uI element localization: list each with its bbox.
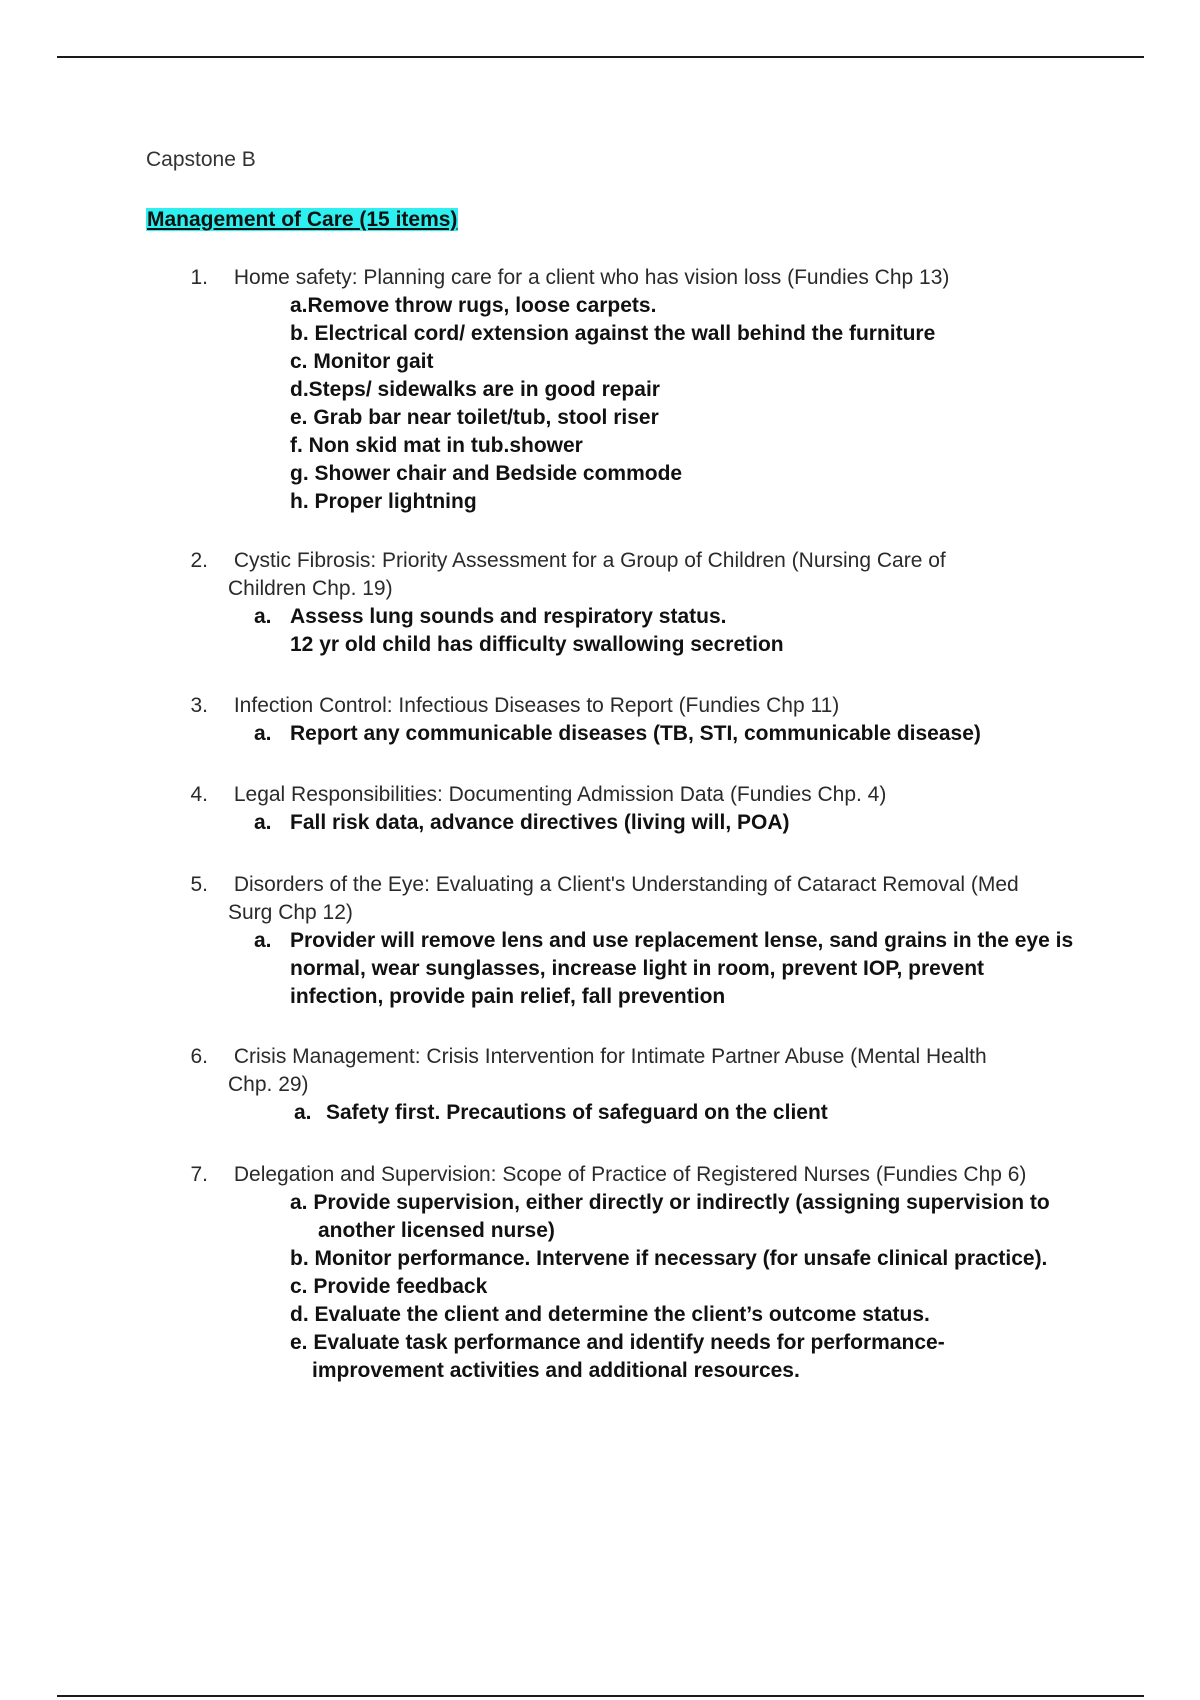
question-text-continued: Surg Chp 12) bbox=[228, 901, 353, 924]
answer-line: e. Grab bar near toilet/tub, stool riser bbox=[290, 406, 659, 429]
answer-line: Provider will remove lens and use replacement lense, sand grains in the eye is bbox=[290, 929, 1074, 952]
document-title: Capstone B bbox=[146, 148, 256, 171]
question-text: Delegation and Supervision: Scope of Practice of Registered Nurses (Fundies Chp 6) bbox=[233, 1163, 1027, 1186]
question-text: Home safety: Planning care for a client who has vision loss (Fundies Chp 13) bbox=[233, 266, 950, 289]
answer-line: normal, wear sunglasses, increase light in room, prevent IOP, prevent bbox=[290, 957, 985, 980]
top-rule bbox=[57, 56, 1144, 58]
list-item-number: 7. bbox=[190, 1163, 208, 1186]
question-text-continued: Chp. 29) bbox=[228, 1073, 309, 1096]
list-item-7-question bbox=[172, 1161, 1026, 1189]
bottom-rule bbox=[57, 1695, 1144, 1697]
answer-line: c. Monitor gait bbox=[290, 350, 434, 373]
list-item-number: 1. bbox=[190, 266, 208, 289]
answer-line: improvement activities and additional resources. bbox=[312, 1359, 800, 1382]
question-text: Crisis Management: Crisis Intervention for Intimate Partner Abuse (Mental Health bbox=[233, 1045, 987, 1068]
section-heading-wrap bbox=[146, 206, 458, 234]
question-text: Cystic Fibrosis: Priority Assessment for a Group of Children (Nursing Care of bbox=[233, 549, 946, 572]
answer-line: d. Evaluate the client and determine the client’s outcome status. bbox=[290, 1303, 930, 1326]
answer-line: infection, provide pain relief, fall prevention bbox=[290, 985, 726, 1008]
section-heading: Management of Care (15 items) bbox=[147, 208, 458, 231]
answer-line: Report any communicable diseases (TB, STI, communicable disease) bbox=[290, 722, 981, 745]
answer-line: 12 yr old child has difficulty swallowing secretion bbox=[290, 633, 784, 656]
question-text: Legal Responsibilities: Documenting Admission Data (Fundies Chp. 4) bbox=[233, 783, 887, 806]
answer-line: e. Evaluate task performance and identify needs for performance- bbox=[290, 1331, 945, 1354]
list-item-number: 4. bbox=[190, 783, 208, 806]
list-item-number: 2. bbox=[190, 549, 208, 572]
list-item-number: 5. bbox=[190, 873, 208, 896]
answer-letter: a. bbox=[254, 605, 272, 628]
answer-line: Safety first. Precautions of safeguard on the client bbox=[326, 1101, 828, 1124]
list-item-5-question bbox=[172, 871, 1019, 899]
list-item-number: 3. bbox=[190, 694, 208, 717]
answer-line: Assess lung sounds and respiratory status. bbox=[290, 605, 727, 628]
list-item-4-question bbox=[172, 781, 886, 809]
list-item-number: 6. bbox=[190, 1045, 208, 1068]
answer-line: a.Remove throw rugs, loose carpets. bbox=[290, 294, 657, 317]
answer-line: c. Provide feedback bbox=[290, 1275, 488, 1298]
answer-line: f. Non skid mat in tub.shower bbox=[290, 434, 583, 457]
list-item-3-question bbox=[172, 692, 839, 720]
answer-line: a. Provide supervision, either directly or indirectly (assigning supervision to bbox=[290, 1191, 1050, 1214]
list-item-1-question bbox=[172, 264, 949, 292]
answer-letter: a. bbox=[254, 929, 272, 952]
answer-line: another licensed nurse) bbox=[318, 1219, 555, 1242]
answer-line: b. Monitor performance. Intervene if necessary (for unsafe clinical practice). bbox=[290, 1247, 1048, 1270]
answer-line: g. Shower chair and Bedside commode bbox=[290, 462, 683, 485]
answer-letter: a. bbox=[254, 811, 272, 834]
list-item-6-question bbox=[172, 1043, 987, 1071]
question-text: Disorders of the Eye: Evaluating a Client's Understanding of Cataract Removal (Med bbox=[233, 873, 1019, 896]
question-text-continued: Children Chp. 19) bbox=[228, 577, 393, 600]
answer-line: Fall risk data, advance directives (living will, POA) bbox=[290, 811, 790, 834]
question-text: Infection Control: Infectious Diseases to Report (Fundies Chp 11) bbox=[233, 694, 840, 717]
list-item-2-question bbox=[172, 547, 946, 575]
answer-line: d.Steps/ sidewalks are in good repair bbox=[290, 378, 660, 401]
answer-letter: a. bbox=[294, 1101, 312, 1124]
answer-line: b. Electrical cord/ extension against the wall behind the furniture bbox=[290, 322, 936, 345]
answer-line: h. Proper lightning bbox=[290, 490, 477, 513]
answer-letter: a. bbox=[254, 722, 272, 745]
